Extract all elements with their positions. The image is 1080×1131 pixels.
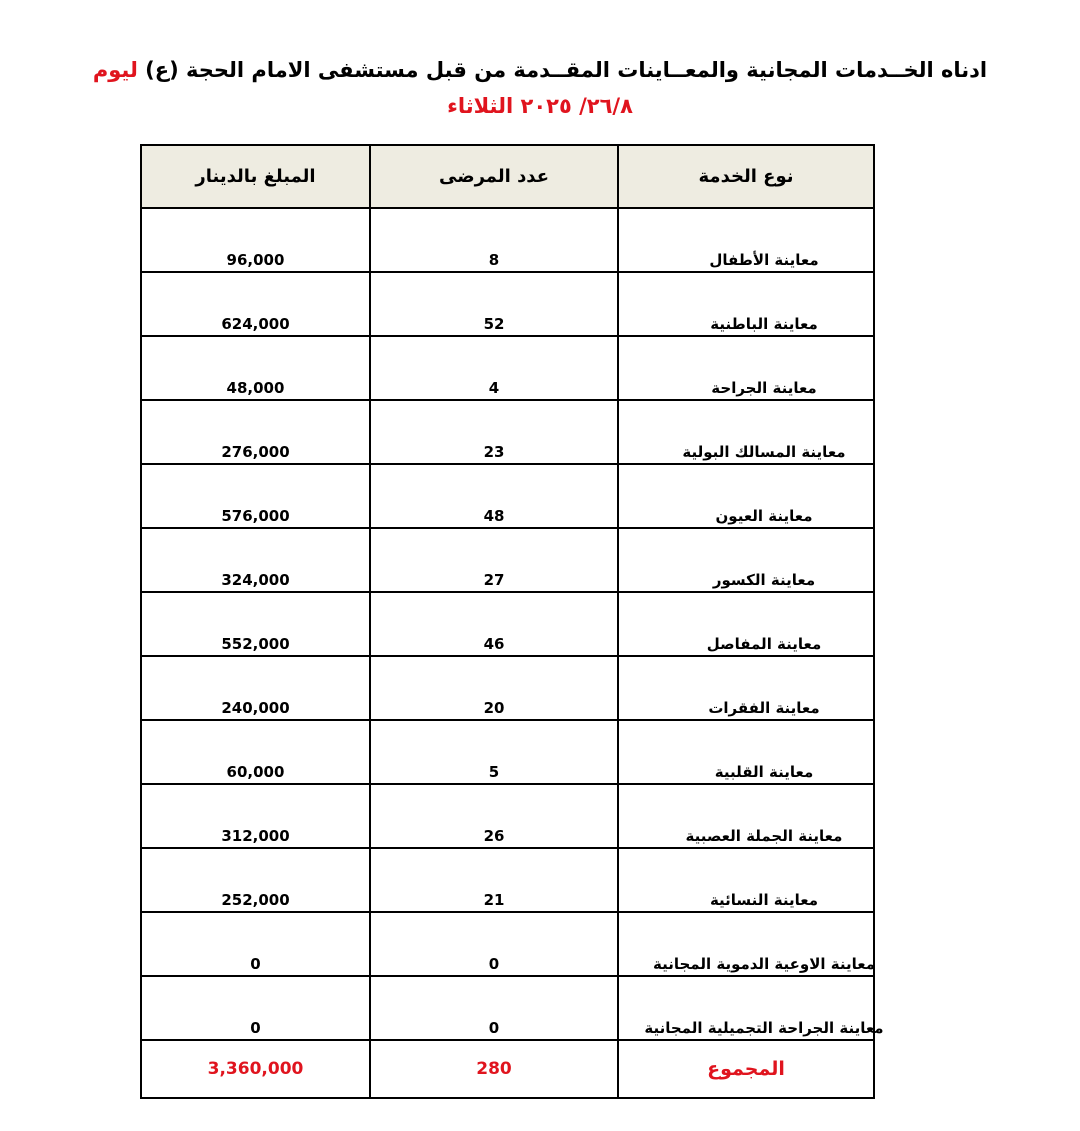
patients-cell: 20	[370, 656, 618, 720]
services-table	[140, 144, 884, 1099]
service-cell	[618, 720, 874, 784]
patients-cell: 8	[370, 208, 618, 272]
table-row	[141, 336, 874, 400]
service-cell	[618, 592, 874, 656]
table-row	[141, 656, 874, 720]
table-row	[141, 784, 874, 848]
patients-cell: 27	[370, 528, 618, 592]
service-label: معاينة الاوعية الدموية المجانية	[653, 955, 875, 973]
patients-cell: 26	[370, 784, 618, 848]
patients-cell: 23	[370, 400, 618, 464]
service-label: معاينة الأطفال	[709, 251, 819, 269]
service-cell	[618, 848, 874, 912]
amount-cell: 252,000	[141, 848, 370, 912]
table-row	[141, 720, 874, 784]
patients-cell: 48	[370, 464, 618, 528]
total-label: المجموع	[618, 1040, 874, 1098]
service-label: معاينة العيون	[715, 507, 813, 525]
total-row	[141, 1040, 874, 1098]
table-row	[141, 464, 874, 528]
amount-cell: 276,000	[141, 400, 370, 464]
service-label: معاينة النسائية	[709, 891, 819, 909]
service-cell	[618, 272, 874, 336]
title-line-1	[60, 52, 1020, 88]
amount-cell: 312,000	[141, 784, 370, 848]
service-cell	[618, 464, 874, 528]
service-cell	[618, 400, 874, 464]
patients-cell: 52	[370, 272, 618, 336]
amount-cell: 0	[141, 976, 370, 1040]
amount-cell: 324,000	[141, 528, 370, 592]
table-row	[141, 528, 874, 592]
service-cell	[618, 784, 874, 848]
title-text: ادناه الخــدمات المجانية والمعــاينات المقــدمة من قبل مستشفى الامام الحجة (ع)	[145, 58, 988, 82]
service-label: معاينة الجملة العصبية	[685, 827, 843, 845]
service-cell	[618, 336, 874, 400]
total-patients: 280	[370, 1040, 618, 1098]
table-row	[141, 976, 874, 1040]
amount-cell: 576,000	[141, 464, 370, 528]
header-amount: المبلغ بالدينار	[141, 145, 370, 208]
table-row	[141, 400, 874, 464]
table-row	[141, 912, 874, 976]
table-row	[141, 272, 874, 336]
service-cell	[618, 656, 874, 720]
total-amount: 3,360,000	[141, 1040, 370, 1098]
amount-cell: 0	[141, 912, 370, 976]
amount-cell: 48,000	[141, 336, 370, 400]
header-patients: عدد المرضى	[370, 145, 618, 208]
service-label: معاينة الكسور	[712, 571, 816, 589]
patients-cell: 5	[370, 720, 618, 784]
service-label: معاينة القلبية	[714, 763, 814, 781]
patients-cell: 4	[370, 336, 618, 400]
title-day-label: ليوم	[92, 58, 138, 82]
service-cell	[618, 528, 874, 592]
service-cell	[618, 976, 884, 1040]
service-label: معاينة المسالك البولية	[682, 443, 846, 461]
header-service: نوع الخدمة	[618, 145, 874, 208]
service-label: معاينة الفقرات	[708, 699, 820, 717]
service-cell	[618, 208, 874, 272]
amount-cell: 552,000	[141, 592, 370, 656]
patients-cell: 0	[370, 976, 618, 1040]
amount-cell: 624,000	[141, 272, 370, 336]
amount-cell: 60,000	[141, 720, 370, 784]
amount-cell: 240,000	[141, 656, 370, 720]
header-row	[141, 145, 874, 208]
page-title	[60, 52, 1020, 124]
patients-cell: 0	[370, 912, 618, 976]
service-label: معاينة الباطنية	[710, 315, 818, 333]
service-label: معاينة الجراحة	[711, 379, 817, 397]
patients-cell: 21	[370, 848, 618, 912]
table-row	[141, 208, 874, 272]
table-row	[141, 848, 874, 912]
table-row	[141, 592, 874, 656]
patients-cell: 46	[370, 592, 618, 656]
service-label: معاينة المفاصل	[706, 635, 822, 653]
amount-cell: 96,000	[141, 208, 370, 272]
service-label: معاينة الجراحة التجميلية المجانية	[644, 1019, 884, 1037]
service-cell	[618, 912, 874, 976]
title-date: ٢٦/٨/ ٢٠٢٥ الثلاثاء	[447, 94, 633, 118]
